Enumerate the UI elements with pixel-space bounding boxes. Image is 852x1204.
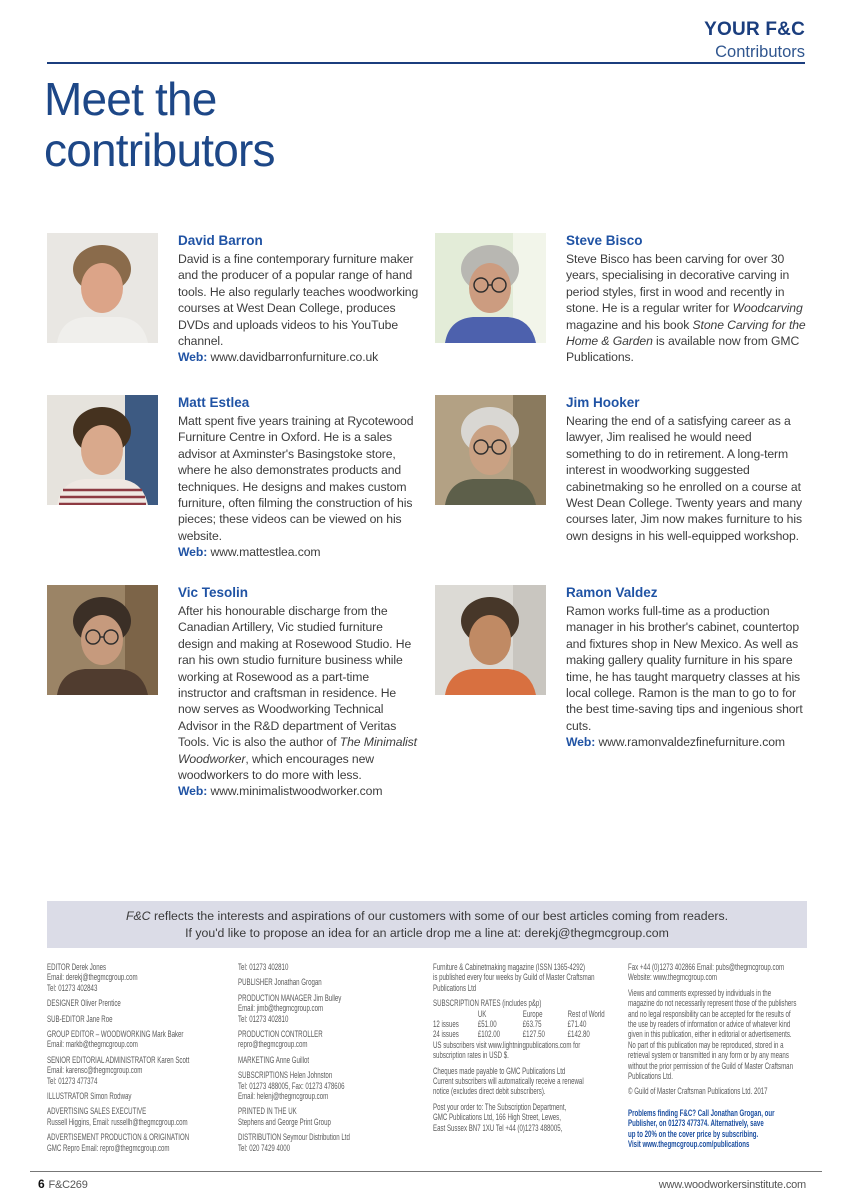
masthead-line: is published every four weeks by Guild of Master Craftsman (433, 972, 595, 983)
masthead-line: PRODUCTION MANAGER Jim Bulley (238, 992, 342, 1003)
masthead-line: No part of this publication may be reproduced, stored in a (628, 1039, 784, 1050)
masthead-line: 12 issues £51.00 £63.75 £71.40 (433, 1019, 587, 1030)
page-header (704, 19, 805, 62)
contributor-name: Ramon Valdez (566, 585, 658, 600)
contributor-photo (47, 395, 158, 505)
contributor-web (178, 544, 420, 560)
web-url: www.mattestlea.com (210, 545, 321, 560)
page-title (44, 74, 275, 176)
masthead-paragraph (47, 1132, 235, 1153)
web-url: www.davidbarronfurniture.co.uk (210, 350, 379, 365)
masthead-line: without the prior permission of the Guild of Master Craftsman (628, 1060, 793, 1071)
masthead-paragraph (47, 1029, 235, 1050)
web-url: www.ramonvaldezfinefurniture.com (598, 735, 785, 750)
masthead-paragraph (628, 988, 807, 1082)
masthead-line: Publications Ltd. (628, 1071, 673, 1082)
contributor-bio: Ramon works full-time as a production manager in his brother's cabinet, countertop and fixtures shop in New Mexico. As well as making gallery quality furniture in his spare time, he has taught marquetry classes at his local college. Ramon is the man to go to for the best time-saving tips and ingenious short cuts. (566, 604, 803, 733)
masthead-line: East Sussex BN7 1XU Tel +44 (0)1273 488005, (433, 1122, 563, 1133)
web-label: Web: (178, 784, 208, 799)
masthead-line: Current subscribers will automatically receive a renewal (433, 1076, 584, 1087)
masthead-line: SUBSCRIPTIONS Helen Johnston (238, 1070, 333, 1081)
masthead-line: notice (excludes direct debit subscribers). (433, 1086, 546, 1097)
contributor-info (566, 395, 808, 544)
masthead-line: Website: www.thegmcgroup.com (628, 972, 718, 983)
masthead (47, 962, 807, 1167)
masthead-line: Fax +44 (0)1273 402866 Email: pubs@thegmcgroup.com (628, 962, 785, 972)
masthead-line: Tel: 01273 402843 (47, 982, 98, 993)
masthead-paragraph (238, 1132, 430, 1153)
masthead-line: Email: derekj@thegmcgroup.com (47, 972, 138, 983)
page-title-line2: contributors (44, 124, 275, 176)
web-label: Web: (566, 735, 596, 750)
masthead-line: Stephens and George Print Group (238, 1116, 331, 1127)
masthead-line: DESIGNER Oliver Prentice (47, 998, 121, 1009)
masthead-line: PUBLISHER Jonathan Grogan (238, 977, 322, 988)
masthead-line: Email: jimb@thegmcgroup.com (238, 1003, 324, 1014)
contributor-web (178, 783, 420, 799)
masthead-line: Publisher, on 01273 477374. Alternatively, save (628, 1118, 764, 1129)
masthead-line: Tel: 01273 402810 (238, 1013, 289, 1024)
contributor-bio: Matt spent five years training at Rycotewood Furniture Centre in Oxford. He is a sales advisor at Axminster's Basingstoke store, where he also demonstrates products and techniques. He designs and makes custom furniture, often filming the construction of his pieces; these videos can be viewed on his website. (178, 414, 414, 543)
masthead-column-legal (628, 962, 807, 1155)
contributor-photo (435, 233, 546, 343)
contributor-web (566, 734, 808, 750)
masthead-line: MARKETING Anne Guillot (238, 1054, 310, 1065)
contributor-photo (47, 233, 158, 343)
masthead-line: Post your order to: The Subscription Department, (433, 1101, 567, 1112)
masthead-line: 24 issues £102.00 £127.50 £142.80 (433, 1029, 590, 1040)
masthead-line: Visit www.thegmcgroup.com/publications (628, 1139, 750, 1150)
contributor-card (435, 233, 808, 366)
masthead-line: up to 20% on the cover price by subscribing. (628, 1128, 759, 1139)
contributor-info (178, 395, 420, 561)
masthead-paragraph (238, 962, 430, 972)
masthead-paragraph (433, 1066, 625, 1097)
masthead-line: SENIOR EDITORIAL ADMINISTRATOR Karen Scott (47, 1054, 190, 1065)
masthead-line: Publications Ltd (433, 982, 477, 993)
contributor-card (435, 395, 808, 544)
masthead-line: Tel: 020 7429 4000 (238, 1142, 291, 1153)
masthead-column-editorial (47, 962, 235, 1158)
footer-rule (30, 1171, 822, 1172)
masthead-paragraph (238, 977, 430, 987)
masthead-line: GMC Repro Email: repro@thegmcgroup.com (47, 1142, 170, 1153)
masthead-paragraph (238, 1055, 430, 1065)
contributor-name: Vic Tesolin (178, 585, 249, 600)
masthead-line: magazine do not necessarily represent those of the publishers (628, 998, 797, 1009)
banner-line1-text: reflects the interests and aspirations of our customers with some of our best articles coming from readers. (150, 909, 729, 923)
masthead-column-subscriptions (433, 962, 625, 1138)
masthead-paragraph (238, 1070, 430, 1101)
masthead-line: © Guild of Master Craftsman Publications Ltd. 2017 (628, 1086, 768, 1097)
masthead-line: EDITOR Derek Jones (47, 962, 107, 972)
page-number: 6 (38, 1177, 45, 1191)
masthead-paragraph (47, 1091, 235, 1101)
masthead-paragraph (628, 962, 807, 983)
masthead-line: Views and comments expressed by individuals in the (628, 987, 772, 998)
contributor-card (435, 585, 808, 751)
masthead-column-production (238, 962, 430, 1158)
masthead-line: UK Europe Rest of World (477, 1008, 605, 1019)
contributor-name: Steve Bisco (566, 233, 643, 248)
masthead-line: the use by readers of information or advice of whatever kind (628, 1019, 791, 1030)
contributor-card (47, 395, 420, 561)
masthead-line: ADVERTISING SALES EXECUTIVE (47, 1106, 147, 1117)
contributor-bio: David is a fine contemporary furniture maker and the producer of a popular range of hand tools. He also regularly teaches woodworking courses at West Dean College, produces DVDs and uploads videos to his YouTube channel. (178, 252, 419, 349)
masthead-paragraph (47, 1055, 235, 1086)
masthead-line: and no legal responsibility can be accepted for the results of (628, 1008, 791, 1019)
masthead-line: PRINTED IN THE UK (238, 1106, 297, 1117)
masthead-paragraph (47, 1106, 235, 1127)
masthead-line: SUB-EDITOR Jane Roe (47, 1013, 113, 1024)
contributor-info (566, 233, 808, 366)
header-kicker: YOUR F&C (704, 19, 805, 40)
contributor-photo (435, 395, 546, 505)
masthead-line: Tel: 01273 477374 (47, 1075, 98, 1086)
masthead-paragraph (628, 1086, 807, 1096)
contributor-photo (47, 585, 158, 695)
contributor-name: David Barron (178, 233, 263, 248)
masthead-line: repro@thegmcgroup.com (238, 1039, 308, 1050)
contributor-card (47, 585, 420, 800)
folio (38, 1177, 88, 1191)
masthead-line: GMC Publications Ltd, 166 High Street, Lewes, (433, 1112, 561, 1123)
masthead-paragraph (628, 1108, 807, 1150)
banner-line1 (47, 908, 807, 925)
banner-magazine-name: F&C (125, 909, 151, 923)
masthead-line: ILLUSTRATOR Simon Rodway (47, 1091, 132, 1102)
contributor-bio: Steve Bisco has been carving for over 30 years, specialising in decorative carving in period styles, first in wood and recently in stone. He is a regular writer for Woodcarving magazine and his book Stone Carving for the Home & Garden is available now from GMC Publications. (566, 252, 806, 365)
masthead-paragraph (238, 1029, 430, 1050)
readers-banner (47, 901, 807, 948)
masthead-paragraph (47, 998, 235, 1008)
masthead-line: Cheques made payable to GMC Publications Ltd (433, 1065, 566, 1076)
web-label: Web: (178, 350, 208, 365)
contributor-info (178, 585, 420, 800)
masthead-paragraph (238, 993, 430, 1024)
masthead-line: subscription rates in USD $. (433, 1050, 509, 1061)
header-section-label: Contributors (715, 43, 805, 61)
footer-website: www.woodworkersinstitute.com (658, 1179, 806, 1191)
contributor-bio: Nearing the end of a satisfying career as a lawyer, Jim realised he would need something to do in retirement. A long-term interest in woodworking suggested cabinetmaking so he enrolled on a course at West Dean College. Twenty years and many courses later, Jim now makes furniture to his own designs in his well-equipped workshop. (566, 414, 803, 543)
contributor-name: Matt Estlea (178, 395, 250, 410)
page-title-line1: Meet the (44, 73, 217, 125)
header-rule (47, 62, 805, 64)
masthead-paragraph (433, 998, 625, 1060)
contributor-card (47, 233, 420, 366)
masthead-line: DISTRIBUTION Seymour Distribution Ltd (238, 1132, 350, 1143)
masthead-paragraph (47, 1014, 235, 1024)
footer-bar (38, 1177, 806, 1191)
contributors-grid (47, 233, 807, 813)
web-label: Web: (178, 545, 208, 560)
contributor-info (178, 233, 420, 366)
issue-code: F&C269 (48, 1179, 88, 1191)
masthead-paragraph (433, 962, 625, 993)
contributor-info (566, 585, 808, 751)
masthead-line: Email: helenj@thegmcgroup.com (238, 1091, 329, 1102)
contributor-photo (435, 585, 546, 695)
web-url: www.minimalistwoodworker.com (210, 784, 383, 799)
masthead-line: Tel: 01273 488005, Fax: 01273 478606 (238, 1080, 345, 1091)
masthead-paragraph (238, 1106, 430, 1127)
masthead-line: US subscribers visit www.lightningpublications.com for (433, 1039, 581, 1050)
contributor-name: Jim Hooker (566, 395, 640, 410)
masthead-line: Tel: 01273 402810 (238, 962, 289, 972)
masthead-paragraph (433, 1102, 625, 1133)
masthead-line: Email: markb@thegmcgroup.com (47, 1039, 138, 1050)
contributor-bio: After his honourable discharge from the Canadian Artillery, Vic studied furniture design and making at Rosewood Studio. He ran his own studio furniture business while working at Rosewood as a part-time instructor and craftsman in residence. He now serves as Woodworking Technical Advisor in the R&D department of Veritas Tools. Vic is also the author of The Minimalist Woodworker, which encourages new woodworkers to do more with less. (178, 604, 417, 783)
masthead-line: Email: karensc@thegmcgroup.com (47, 1065, 143, 1076)
masthead-paragraph (47, 962, 235, 993)
masthead-line: GROUP EDITOR – WOODWORKING Mark Baker (47, 1029, 184, 1040)
masthead-line: retrieval system or transmitted in any form or by any means (628, 1050, 789, 1061)
masthead-line: given in this publication, either in editorial or advertisements. (628, 1029, 792, 1040)
masthead-line: ADVERTISEMENT PRODUCTION & ORIGINATION (47, 1132, 190, 1143)
masthead-line: Russell Higgins, Email: russellh@thegmcgroup.com (47, 1116, 188, 1127)
banner-line2: If you'd like to propose an idea for an article drop me a line at: derekj@thegmcgroup.com (185, 926, 669, 940)
masthead-line: SUBSCRIPTION RATES (includes p&p) (433, 998, 542, 1009)
masthead-line: Furniture & Cabinetmaking magazine (ISSN 1365-4292) (433, 962, 586, 972)
masthead-line: Problems finding F&C? Call Jonathan Grogan, our (628, 1107, 775, 1118)
contributor-web (178, 349, 420, 365)
masthead-line: PRODUCTION CONTROLLER (238, 1029, 323, 1040)
